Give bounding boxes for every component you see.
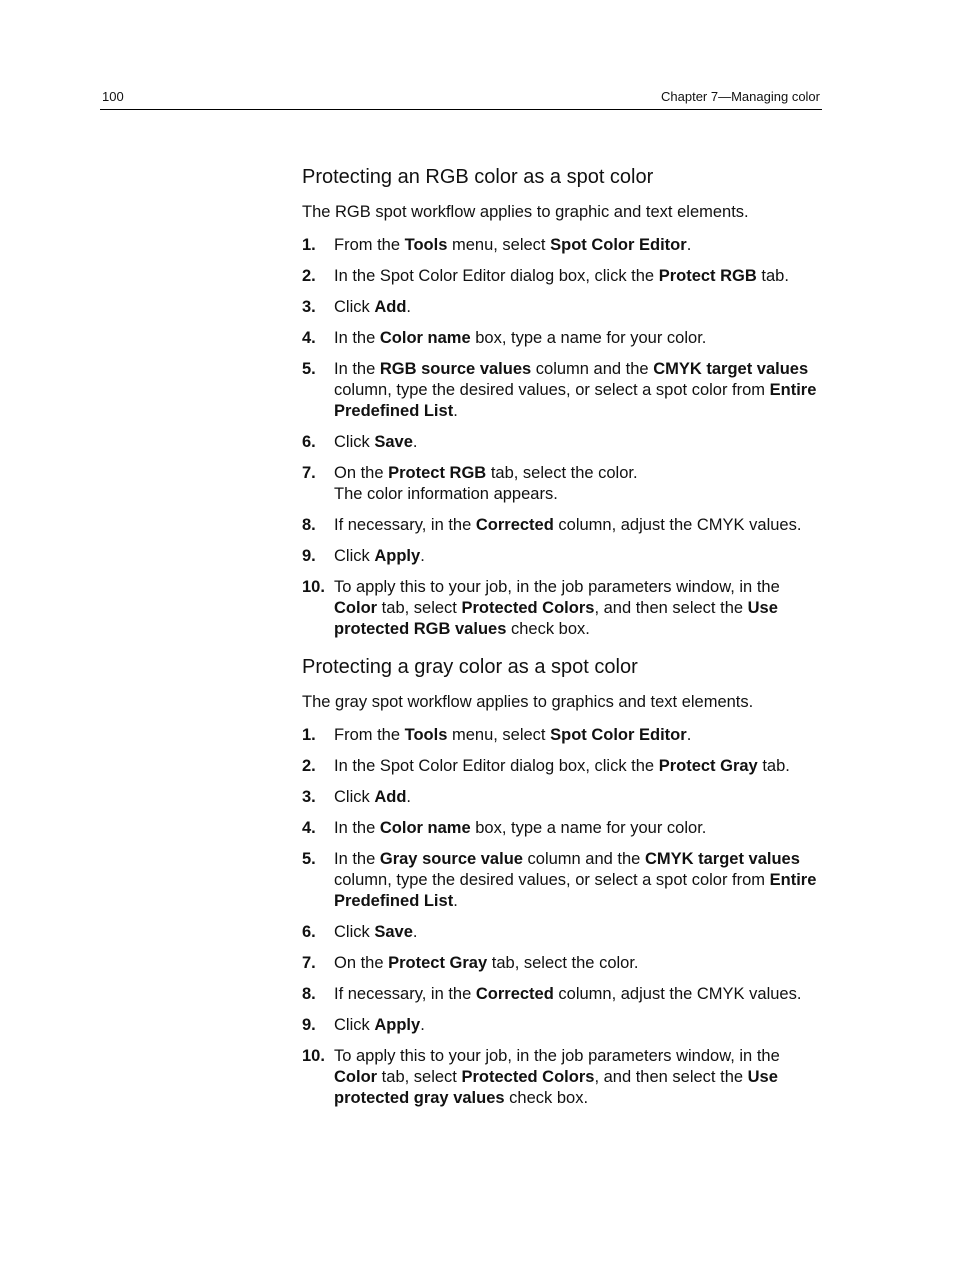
step-text: column, adjust the CMYK values. [553, 516, 802, 534]
ui-term: Color [334, 1068, 378, 1086]
ui-term: Apply [374, 547, 421, 565]
step-item [302, 297, 824, 318]
step-text: Click [334, 433, 375, 451]
ui-term: RGB source values [379, 360, 532, 378]
step-number: 4. [302, 819, 316, 837]
step-text: Click [334, 1016, 375, 1034]
ui-term: CMYK target values [644, 850, 800, 868]
step-number: 7. [302, 954, 316, 972]
ui-term: Add [374, 788, 407, 806]
step-item [302, 787, 824, 808]
ui-term: Save [374, 923, 413, 941]
ui-term: Protect RGB [388, 464, 487, 482]
section-intro: The RGB spot workflow applies to graphic and text elements. [302, 203, 749, 221]
steps-list [302, 235, 824, 640]
step-text: tab, select the color. [487, 954, 639, 972]
step-text: menu, select [447, 726, 551, 744]
step-item [302, 984, 824, 1005]
step-text: column, type the desired values, or select a spot color from [334, 381, 770, 399]
ui-term: Protected Colors [461, 1068, 595, 1086]
step-item [302, 849, 824, 912]
step-text: tab, select [377, 599, 462, 617]
step-text: column, adjust the CMYK values. [553, 985, 802, 1003]
page-header [100, 88, 822, 110]
ui-term: Corrected [475, 516, 554, 534]
step-text: In the Spot Color Editor dialog box, click the [334, 267, 659, 285]
step-number: 6. [302, 923, 316, 941]
step-number: 8. [302, 985, 316, 1003]
step-item [302, 463, 824, 505]
ui-term: Color name [379, 329, 471, 347]
ui-term: Protect RGB [658, 267, 757, 285]
step-number: 4. [302, 329, 316, 347]
step-text: column and the [522, 850, 645, 868]
page-content [302, 164, 824, 1123]
step-item [302, 725, 824, 746]
step-text: tab, select [377, 1068, 462, 1086]
ui-term: Corrected [475, 985, 554, 1003]
ui-term: Use protected RGB values [334, 599, 778, 638]
step-text: . [406, 788, 412, 806]
step-number: 8. [302, 516, 316, 534]
ui-term: Protected Colors [461, 599, 595, 617]
ui-term: Save [374, 433, 413, 451]
step-text: In the Spot Color Editor dialog box, click the [334, 757, 659, 775]
ui-term: Gray source value [379, 850, 523, 868]
ui-term: Tools [404, 726, 448, 744]
step-item [302, 235, 824, 256]
step-text: From the [334, 236, 405, 254]
step-text: In the [334, 360, 380, 378]
step-text: In the [334, 819, 380, 837]
step-item [302, 922, 824, 943]
ui-term: Color name [379, 819, 471, 837]
step-text: From the [334, 726, 405, 744]
step-text: If necessary, in the [334, 516, 476, 534]
section-gray [302, 654, 824, 1109]
step-text: In the [334, 329, 380, 347]
step-number: 1. [302, 726, 316, 744]
step-text: Click [334, 298, 375, 316]
step-text: , and then select the [594, 599, 748, 617]
ui-term: Use protected gray values [334, 1068, 778, 1107]
step-text: column, type the desired values, or select a spot color from [334, 871, 770, 889]
chapter-title: Chapter 7—Managing color [661, 89, 820, 104]
step-number: 3. [302, 298, 316, 316]
step-text: To apply this to your job, in the job parameters window, in the [334, 1047, 780, 1065]
ui-term: Apply [374, 1016, 421, 1034]
step-result: The color information appears. [334, 485, 558, 503]
step-text: box, type a name for your color. [470, 329, 707, 347]
step-item [302, 432, 824, 453]
step-text: . [453, 892, 458, 910]
step-text: tab. [756, 267, 789, 285]
step-item [302, 756, 824, 777]
step-text: . [412, 923, 418, 941]
step-item [302, 515, 824, 536]
step-text: column and the [531, 360, 654, 378]
step-text: tab, select the color. [486, 464, 638, 482]
step-number: 10. [302, 1047, 325, 1065]
step-item [302, 328, 824, 349]
step-text: Click [334, 547, 375, 565]
step-text: tab. [757, 757, 790, 775]
step-number: 7. [302, 464, 316, 482]
ui-term: Add [374, 298, 407, 316]
step-text: . [453, 402, 458, 420]
step-number: 10. [302, 578, 325, 596]
step-text: box, type a name for your color. [470, 819, 707, 837]
ui-term: CMYK target values [653, 360, 809, 378]
step-text: menu, select [447, 236, 551, 254]
ui-term: Color [334, 599, 378, 617]
steps-list [302, 725, 824, 1109]
step-text: Click [334, 923, 375, 941]
step-item [302, 953, 824, 974]
ui-term: Entire Predefined List [334, 381, 817, 420]
step-text: . [686, 236, 692, 254]
step-text: . [420, 1016, 425, 1034]
ui-term: Spot Color Editor [550, 236, 687, 254]
step-text: If necessary, in the [334, 985, 476, 1003]
step-item [302, 546, 824, 567]
page-number: 100 [102, 89, 124, 104]
section-title: Protecting an RGB color as a spot color [302, 166, 654, 188]
step-number: 6. [302, 433, 316, 451]
step-text: . [412, 433, 418, 451]
step-number: 9. [302, 1016, 316, 1034]
step-item [302, 818, 824, 839]
step-text: Click [334, 788, 375, 806]
step-number: 2. [302, 267, 316, 285]
step-item [302, 1015, 824, 1036]
ui-term: Entire Predefined List [334, 871, 817, 910]
section-rgb [302, 164, 824, 640]
step-number: 3. [302, 788, 316, 806]
section-title: Protecting a gray color as a spot color [302, 656, 638, 678]
step-text: . [686, 726, 692, 744]
ui-term: Protect Gray [658, 757, 758, 775]
step-number: 1. [302, 236, 316, 254]
step-item [302, 359, 824, 422]
step-number: 5. [302, 360, 316, 378]
step-text: . [406, 298, 412, 316]
step-item [302, 266, 824, 287]
step-number: 5. [302, 850, 316, 868]
section-intro: The gray spot workflow applies to graphics and text elements. [302, 693, 754, 711]
step-text: check box. [504, 1089, 589, 1107]
step-number: 9. [302, 547, 316, 565]
step-text: . [420, 547, 425, 565]
step-item [302, 1046, 824, 1109]
step-number: 2. [302, 757, 316, 775]
step-text: To apply this to your job, in the job parameters window, in the [334, 578, 780, 596]
ui-term: Tools [404, 236, 448, 254]
ui-term: Spot Color Editor [550, 726, 687, 744]
step-text: On the [334, 464, 389, 482]
step-text: , and then select the [594, 1068, 748, 1086]
step-text: On the [334, 954, 389, 972]
step-text: check box. [506, 620, 590, 638]
step-text: In the [334, 850, 380, 868]
ui-term: Protect Gray [388, 954, 488, 972]
step-item [302, 577, 824, 640]
